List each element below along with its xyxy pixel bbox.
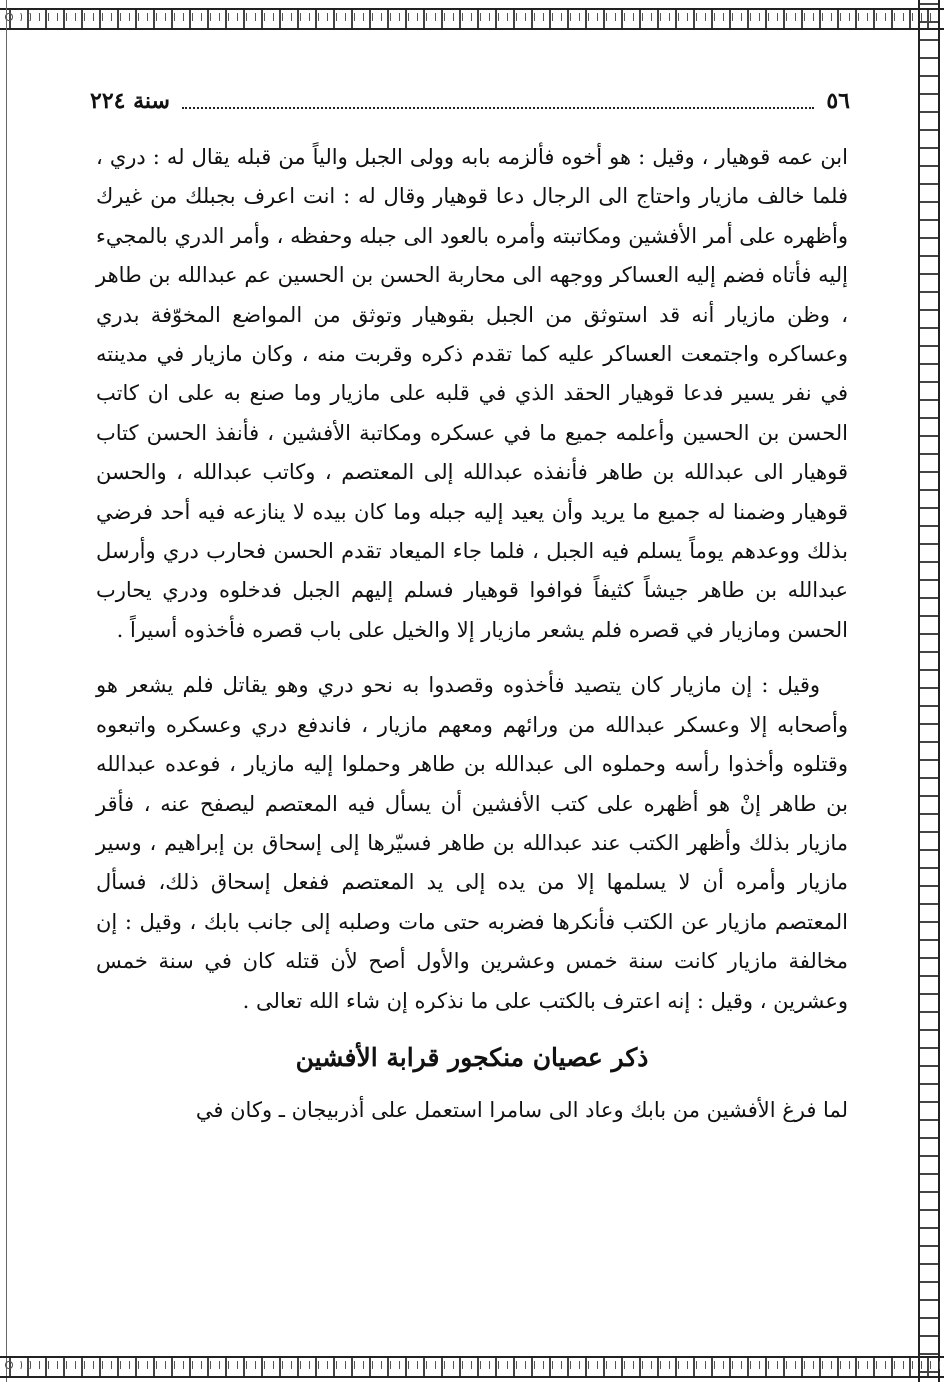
- decorative-border-right: [912, 0, 944, 1382]
- page-number: ٥٦: [826, 88, 850, 114]
- page-edge-left: [0, 0, 7, 1382]
- decorative-border-top: [0, 0, 944, 34]
- body-paragraph-1: ابن عمه قوهيار ، وقيل : هو أخوه فألزمه بابه وولى الجبل والياً من قبله يقال له : دري ، فلما خالف مازيار واحتاج الى الرجال دعا قوهيار وقال له : انت اعرف بجبلك من غيرك وأظهره على أمر الأفشين ومكاتبته وأمره بالعود الى جبله وحفظه ، وأمر الدري بالمجيء إليه فأتاه فضم إليه العساكر ووجهه الى محاربة الحسن بن الحسين عم عبدالله بن طاهر ، وظن مازيار أنه قد استوثق من الجبل بقوهيار وتوثق من المواضع المخوّفة بدري وعساكره واجتمعت العساكر عليه كما تقدم ذكره وقربت منه ، وكان مازيار في مدينته في نفر يسير فدعا قوهيار الحقد الذي في قلبه على مازيار وما صنع به على ان كاتب الحسن بن الحسين وأعلمه جميع ما في عسكره ومكاتبة الأفشين ، فأنفذ الحسن كتاب قوهيار الى عبدالله بن طاهر فأنفذه عبدالله إلى المعتصم ، وكاتب عبدالله ، والحسن قوهيار وضمنا له جميع ما يريد وأن يعيد إليه جبله وما كان بيده لا ينازعه فيه أحد فرضي بذلك ووعدهم يوماً يسلم فيه الجبل ، فلما جاء الميعاد تقدم الحسن فحارب دري وأرسل عبدالله بن طاهر جيشاً كثيفاً فوافوا قوهيار فسلم إليهم الجبل فدخلوه ودري يحارب الحسن ومازيار في قصره فلم يشعر مازيار إلا والخيل على باب قصره فأخذوه أسيراً .: [96, 145, 848, 642]
- page-body: [96, 138, 848, 1130]
- section-paragraph: لما فرغ الأفشين من بابك وعاد الى سامرا استعمل على أذربيجان ـ وكان في: [195, 1097, 848, 1122]
- section-heading: ذكر عصيان منكجور قرابة الأفشين: [295, 1042, 649, 1072]
- decorative-border-bottom: [0, 1348, 944, 1382]
- dotted-leader: [182, 93, 814, 109]
- running-title: سنة ٢٢٤: [90, 88, 170, 114]
- page-header: [90, 86, 850, 116]
- body-paragraph-2: وقيل : إن مازيار كان يتصيد فأخذوه وقصدوا به نحو دري وهو يقاتل فلم يشعر هو وأصحابه إلا وعسكر عبدالله من ورائهم ومعهم مازيار ، فاندفع دري وعسكره واتبعوه وقتلوه وأخذوا رأسه وحملوه الى عبدالله بن طاهر وحملوا إليه مازيار ، فوعده عبدالله بن طاهر إنْ هو أظهره على كتب الأفشين أن يسأل فيه المعتصم ليصفح عنه ، فأقر مازيار بذلك وأظهر الكتب عند عبدالله بن طاهر فسيّرها إلى إسحاق بن إبراهيم ، وسير مازيار وأمره أن لا يسلمها إلا من يده إلى يد المعتصم ففعل إسحاق ذلك، فسأل المعتصم مازيار عن الكتب فأنكرها فضربه حتى مات وصلبه إلى جانب بابك ، وقيل : إن مخالفة مازيار كانت سنة خمس وعشرين والأول أصح لأن قتله كان في سنة خمس وعشرين ، وقيل : إنه اعترف بالكتب على ما نذكره إن شاء الله تعالى .: [96, 673, 848, 1013]
